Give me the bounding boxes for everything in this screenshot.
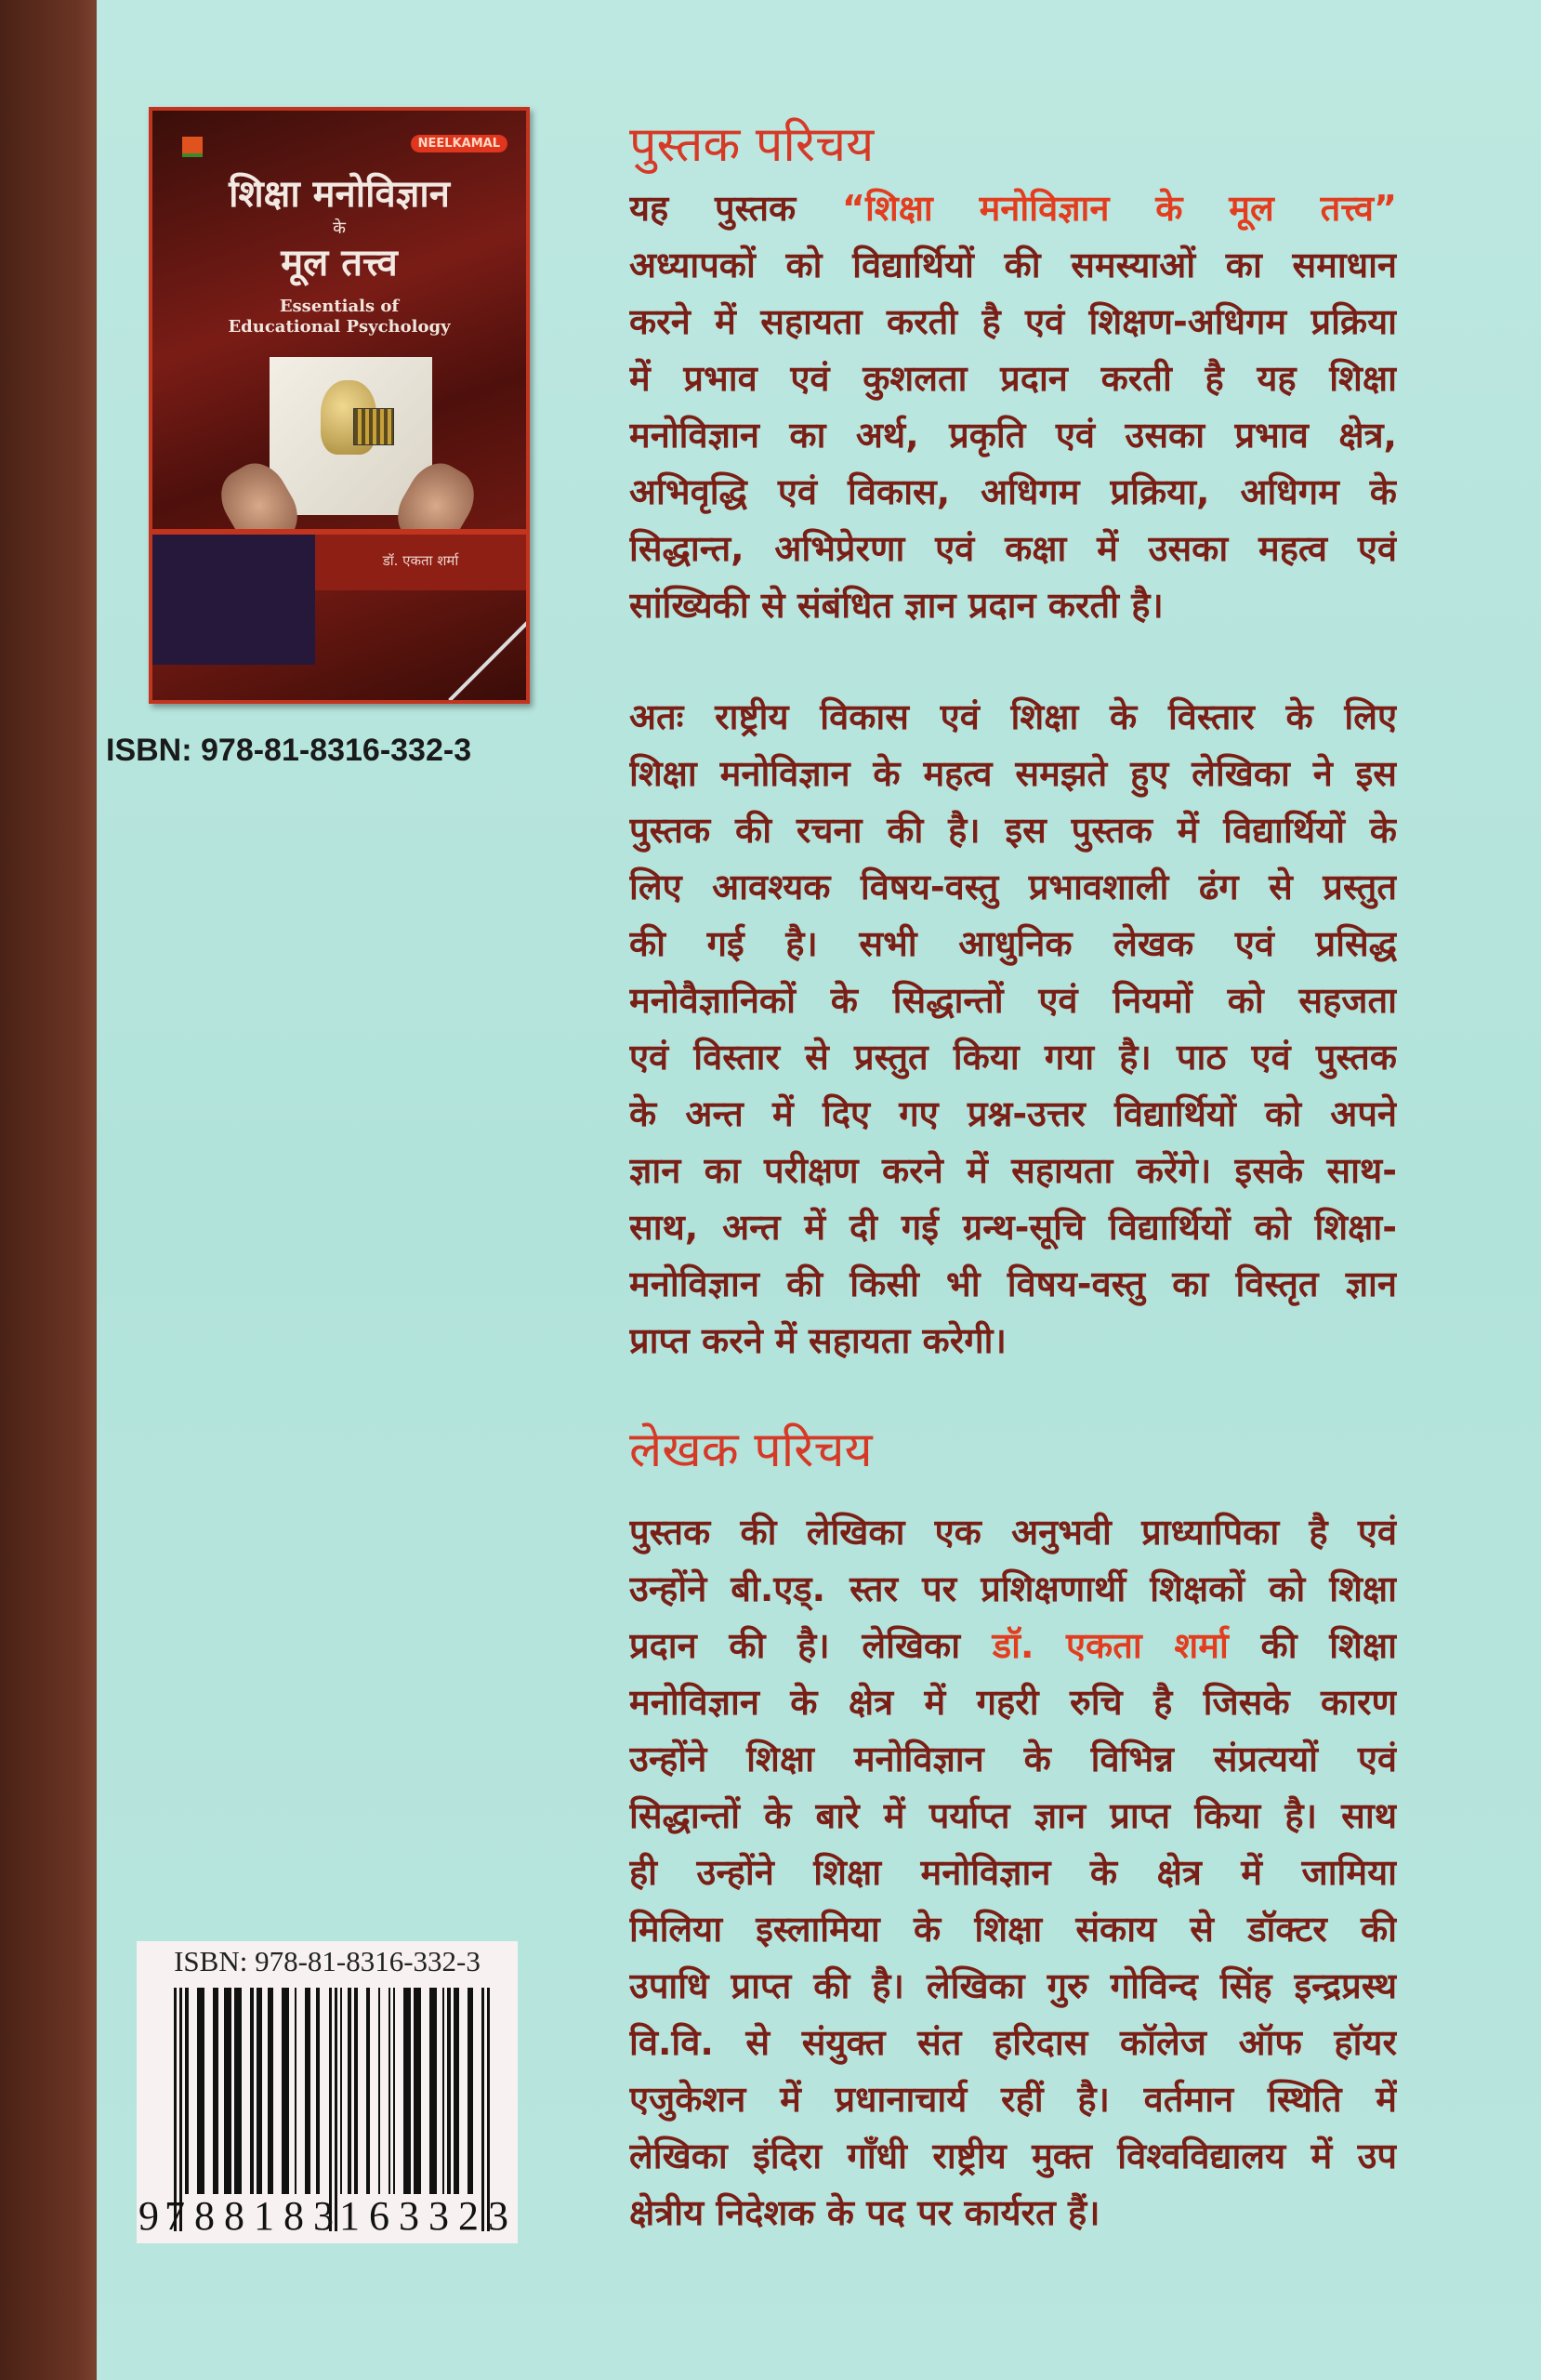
publisher-badge: NEELKAMAL [411, 135, 507, 152]
body-text: मनोविज्ञान की किसी भी विषय-वस्तु का विस्तृत ज्ञान [629, 1263, 1397, 1304]
barcode-bar [213, 1988, 218, 2194]
barcode-bar [197, 1988, 204, 2194]
body-text: करने में सहायता करती है एवं शिक्षण-अधिगम प्रक्रिया [629, 301, 1397, 342]
text-line [629, 1086, 1397, 1143]
text-line [629, 407, 1397, 464]
body-text: मिलिया इस्लामिया के शिक्षा संकाय से डॉक्टर की [629, 1909, 1397, 1950]
book-spine [0, 0, 97, 2380]
about-author-heading: लेखक परिचय [629, 1422, 873, 1478]
barcode-bar [316, 1988, 320, 2194]
text-line [629, 1958, 1397, 2015]
barcode-bar [305, 1988, 310, 2194]
barcode-bar [234, 1988, 242, 2194]
barcode-bar [403, 1988, 411, 2194]
barcode-bar [250, 1988, 254, 2194]
cover-author: डॉ. एकता शर्मा [382, 552, 459, 569]
barcode-bar [389, 1988, 390, 2194]
body-text: अध्यापकों को विद्यार्थियों की समस्याओं का समाधान [629, 245, 1397, 285]
body-text: प्राप्त करने में सहायता करेगी। [629, 1320, 1007, 1361]
text-line [629, 521, 1397, 577]
body-text: के अन्त में दिए गए प्रश्न-उत्तर विद्यार्थियों को अपने [629, 1093, 1397, 1134]
barcode-bar [442, 1988, 444, 2194]
cover-stripe [448, 620, 530, 702]
barcode-bar [447, 1988, 451, 2194]
body-text: पुस्तक की रचना की है। इस पुस्तक में विद्यार्थियों के [629, 810, 1397, 851]
text-line [629, 916, 1397, 972]
barcode-bar [366, 1988, 370, 2194]
body-text: सिद्धान्तों के बारे में पर्याप्त ज्ञान प्राप्त किया है। साथ [629, 1795, 1397, 1836]
text-line [629, 746, 1397, 802]
barcode-bar [257, 1988, 262, 2194]
text-line [629, 1731, 1397, 1788]
body-text: यह पुस्तक [629, 188, 843, 229]
body-text: मनोविज्ञान का अर्थ, प्रकृति एवं उसका प्रभाव क्षेत्र, [629, 415, 1397, 456]
text-line [629, 1504, 1397, 1561]
body-text: ज्ञान का परीक्षण करने में सहायता करेंगे। इसके साथ- [629, 1150, 1397, 1191]
barcode-bar [414, 1988, 421, 2194]
barcode-bar [340, 1988, 342, 2194]
cover-title-line2: के [333, 218, 346, 238]
body-text: मनोविज्ञान के क्षेत्र में गहरी रुचि है जिसके कारण [629, 1682, 1397, 1723]
text-line [629, 180, 1397, 237]
barcode-bar [348, 1988, 351, 2194]
barcode-bar [429, 1988, 437, 2194]
barcode-bar [468, 1988, 473, 2194]
body-text: क्षेत्रीय निदेशक के पद पर कार्यरत हैं। [629, 2192, 1100, 2233]
barcode-digits-right: 163323 [339, 2193, 518, 2239]
text-line [629, 1143, 1397, 1199]
body-text: साथ, अन्त में दी गई ग्रन्थ-सूचि विद्यार्थियों को शिक्षा- [629, 1207, 1397, 1248]
cover-english-title-line1: Essentials of [279, 297, 400, 316]
text-line [629, 689, 1397, 746]
highlighted-text: “शिक्षा मनोविज्ञान के मूल तत्त्व” [842, 188, 1397, 229]
body-text: उन्होंने बी.एड्. स्तर पर प्रशिक्षणार्थी शिक्षकों को शिक्षा [629, 1568, 1397, 1609]
barcode-bar [454, 1988, 459, 2194]
body-text: प्रदान की है। लेखिका [629, 1625, 993, 1666]
text-line [629, 2015, 1397, 2071]
text-line [629, 1788, 1397, 1844]
body-text: वि.वि. से संयुक्त संत हरिदास कॉलेज ऑफ हॉयर [629, 2022, 1397, 2063]
about-book-paragraph-2 [629, 689, 1397, 1369]
text-line [629, 972, 1397, 1029]
body-text: की शिक्षा [1228, 1625, 1397, 1666]
body-text: की गई है। सभी आधुनिक लेखक एवं प्रसिद्ध [629, 923, 1397, 964]
cover-dark-panel [152, 535, 315, 665]
body-text: मनोवैज्ञानिकों के सिद्धान्तों एवं नियमों को सहजता [629, 980, 1397, 1021]
text-line [629, 2071, 1397, 2128]
barcode-digits-left: 788183 [165, 2193, 343, 2239]
text-line [629, 802, 1397, 859]
body-text: एजुकेशन में प्रधानाचार्य रहीं है। वर्तमान स्थिति में [629, 2079, 1397, 2120]
text-line [629, 1618, 1397, 1674]
text-line [629, 464, 1397, 521]
text-line [629, 1901, 1397, 1958]
body-text: ही उन्होंने शिक्षा मनोविज्ञान के क्षेत्र में जामिया [629, 1852, 1397, 1893]
barcode-bar [295, 1988, 296, 2194]
isbn-barcode [137, 1941, 518, 2243]
body-text: उन्होंने शिक्षा मनोविज्ञान के विभिन्न संप्रत्ययों एवं [629, 1739, 1397, 1779]
text-line [629, 2185, 1397, 2241]
cover-english-title-line2: Educational Psychology [228, 317, 451, 337]
text-line [629, 294, 1397, 350]
barcode-bar [354, 1988, 358, 2194]
text-line [629, 1029, 1397, 1086]
about-book-paragraph-1 [629, 180, 1397, 634]
barcode-bar [378, 1988, 380, 2194]
text-line [629, 350, 1397, 407]
text-line [629, 1674, 1397, 1731]
text-line [629, 1561, 1397, 1618]
barcode-bar [224, 1988, 231, 2194]
text-line [629, 859, 1397, 916]
body-text: शिक्षा मनोविज्ञान के महत्व समझते हुए लेखिका ने इस [629, 753, 1397, 794]
text-line [629, 1313, 1397, 1369]
cover-title-line1: शिक्षा मनोविज्ञान [229, 173, 450, 216]
body-text: में प्रभाव एवं कुशलता प्रदान करती है यह शिक्षा [629, 358, 1397, 399]
barcode-bar [282, 1988, 289, 2194]
barcode-bar [393, 1988, 395, 2194]
front-cover-thumbnail [149, 107, 530, 704]
text-line [629, 2128, 1397, 2185]
body-text: अभिवृद्धि एवं विकास, अधिगम प्रक्रिया, अधिगम के [629, 471, 1397, 512]
barcode-isbn-label: ISBN: 978-81-8316-332-3 [174, 1945, 481, 1977]
text-line [629, 1844, 1397, 1901]
bookshelf-image [353, 408, 394, 445]
body-text: सिद्धान्त, अभिप्रेरणा एवं कक्षा में उसका महत्व एवं [629, 528, 1397, 569]
text-line [629, 1199, 1397, 1256]
body-text: पुस्तक की लेखिका एक अनुभवी प्राध्यापिका है एवं [629, 1512, 1397, 1553]
text-line [629, 577, 1397, 634]
text-line [629, 237, 1397, 294]
body-text: एवं विस्तार से प्रस्तुत किया गया है। पाठ एवं पुस्तक [629, 1037, 1397, 1078]
body-text: अतः राष्ट्रीय विकास एवं शिक्षा के विस्तार के लिए [629, 696, 1397, 737]
highlighted-text: डॉ. एकता शर्मा [992, 1625, 1229, 1666]
barcode-digit-first: 9 [138, 2193, 168, 2239]
isbn-text: ISBN: 978-81-8316-332-3 [106, 733, 472, 768]
barcode-bar [268, 1988, 273, 2194]
cover-title-line3: मूल तत्त्व [281, 242, 398, 284]
about-book-heading: पुस्तक परिचय [629, 117, 875, 173]
body-text: उपाधि प्राप्त की है। लेखिका गुरु गोविन्द सिंह इन्द्रप्रस्थ [629, 1965, 1397, 2006]
text-line [629, 1256, 1397, 1313]
body-text: सांख्यिकी से संबंधित ज्ञान प्रदान करती है। [629, 585, 1164, 626]
body-text: लेखिका इंदिरा गाँधी राष्ट्रीय मुक्त विश्वविद्यालय में उप [629, 2135, 1397, 2176]
body-text: लिए आवश्यक विषय-वस्तु प्रभावशाली ढंग से प्रस्तुत [629, 866, 1397, 907]
barcode-bar [185, 1988, 189, 2194]
about-author-paragraph [629, 1504, 1397, 2241]
publisher-book-icon [182, 137, 203, 157]
